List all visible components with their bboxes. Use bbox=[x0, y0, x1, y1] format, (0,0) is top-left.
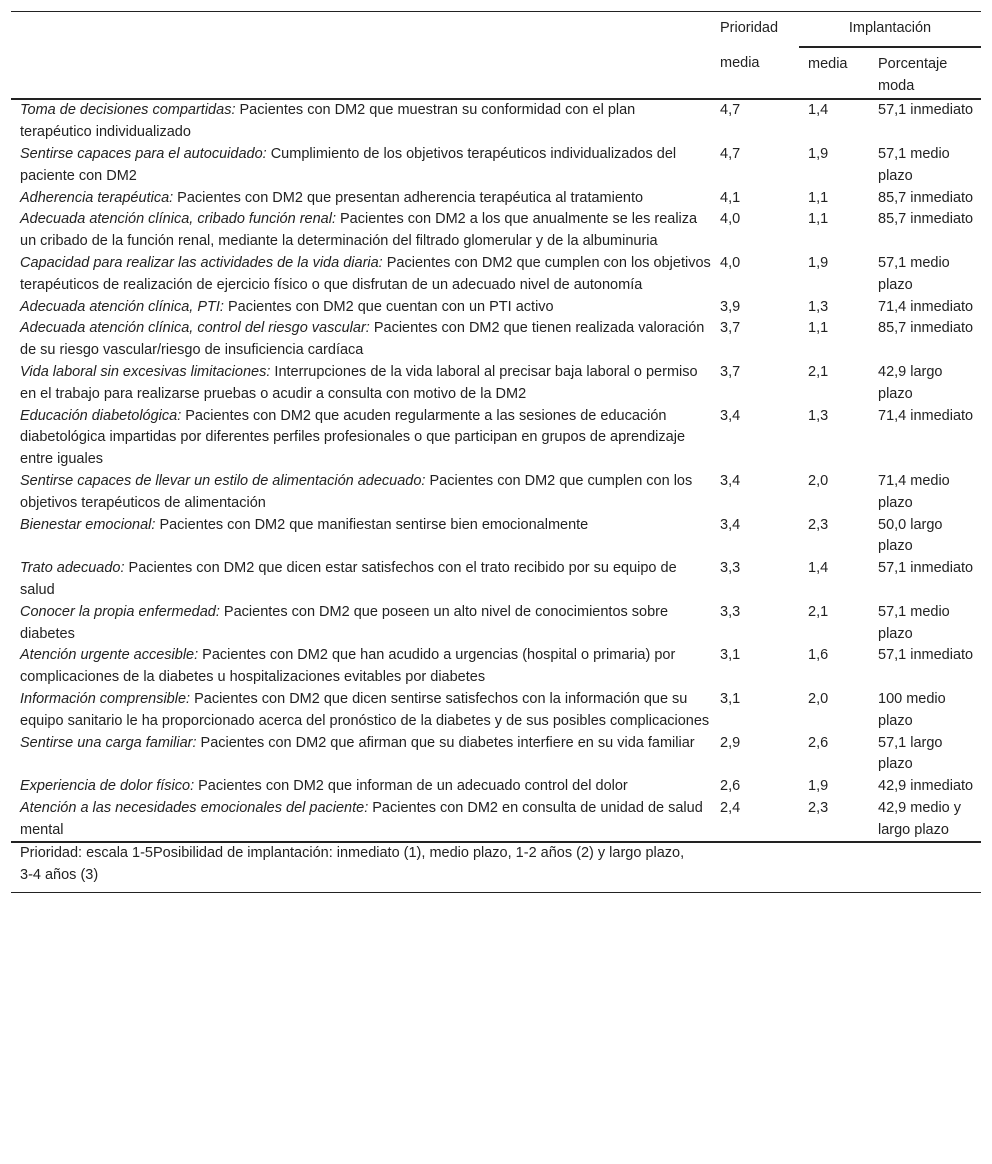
header-implantacion-media: media bbox=[808, 55, 848, 72]
porcentaje-moda-cell: 42,9 inmediato bbox=[878, 778, 974, 795]
indicator-cell bbox=[11, 689, 711, 733]
table-row bbox=[11, 689, 981, 733]
implantacion-media-cell: 2,3 bbox=[808, 516, 829, 533]
porcentaje-moda-cell: 85,7 inmediato bbox=[878, 320, 974, 337]
porcentaje-moda-cell: 50,0 largo plazo bbox=[878, 516, 943, 555]
prioridad-media-cell: 4,0 bbox=[720, 254, 741, 271]
indicator-cell bbox=[11, 188, 711, 210]
indicator-term: Experiencia de dolor físico: bbox=[20, 778, 195, 795]
indicator-term: Vida laboral sin excesivas limitaciones: bbox=[20, 363, 271, 380]
prioridad-media-cell: 3,4 bbox=[720, 472, 741, 489]
footnote-text: Prioridad: escala 1-5Posibilidad de implantación: inmediato (1), medio plazo, 1-2 años (2) y largo plazo, 3-4 años (3) bbox=[20, 845, 685, 884]
indicator-term: Adecuada atención clínica, control del riesgo vascular: bbox=[20, 320, 370, 337]
implantacion-media-cell: 2,0 bbox=[808, 472, 829, 489]
implantacion-media-cell: 2,1 bbox=[808, 363, 829, 380]
porcentaje-moda-cell: 57,1 inmediato bbox=[878, 647, 974, 664]
table-row bbox=[11, 144, 981, 188]
table-row bbox=[11, 798, 981, 843]
header-porcentaje-moda: Porcentaje moda bbox=[878, 55, 948, 94]
indicator-description: Pacientes con DM2 que cuentan con un PTI activo bbox=[223, 298, 554, 315]
indicator-cell bbox=[11, 645, 711, 689]
table-row bbox=[11, 253, 981, 297]
table-row bbox=[11, 776, 981, 798]
indicators-table bbox=[11, 11, 981, 893]
porcentaje-moda-cell: 71,4 inmediato bbox=[878, 407, 974, 424]
indicator-term: Adecuada atención clínica, cribado función renal: bbox=[20, 211, 336, 228]
prioridad-media-cell: 3,1 bbox=[720, 647, 741, 664]
indicator-description: Pacientes con DM2 que acuden regularmente a las sesiones de educación diabetológica impartidas por diferentes perfiles profesionales o que participan en grupos de aprendizaje entre iguales bbox=[20, 407, 686, 468]
implantacion-media-cell: 1,1 bbox=[808, 189, 829, 206]
prioridad-media-cell: 2,9 bbox=[720, 734, 741, 751]
indicator-description: Pacientes con DM2 que afirman que su diabetes interfiere en su vida familiar bbox=[196, 734, 695, 751]
indicator-description: Pacientes con DM2 que informan de un adecuado control del dolor bbox=[194, 778, 628, 795]
table-row bbox=[11, 602, 981, 646]
header-implantacion: Implantación bbox=[799, 12, 981, 47]
indicators-table-container bbox=[11, 11, 981, 893]
porcentaje-moda-cell: 57,1 medio plazo bbox=[878, 603, 950, 642]
prioridad-media-cell: 3,1 bbox=[720, 690, 741, 707]
prioridad-media-cell: 4,7 bbox=[720, 145, 741, 162]
indicator-term: Capacidad para realizar las actividades de la vida diaria: bbox=[20, 254, 383, 271]
indicator-term: Sentirse capaces para el autocuidado: bbox=[20, 145, 267, 162]
indicator-term: Conocer la propia enfermedad: bbox=[20, 603, 220, 620]
implantacion-media-cell: 1,9 bbox=[808, 778, 829, 795]
indicator-description: Pacientes con DM2 que dicen sentirse satisfechos con la información que su equipo sanitario le ha proporcionado acerca del pronóstico de la diabetes y de sus posibles complicaciones bbox=[20, 690, 710, 729]
implantacion-media-cell: 1,9 bbox=[808, 145, 829, 162]
indicator-description: Pacientes con DM2 que presentan adherencia terapéutica al tratamiento bbox=[173, 189, 644, 206]
indicator-description: Cumplimiento de los objetivos terapéuticos individualizados del paciente con DM2 bbox=[20, 145, 677, 184]
indicator-description: Pacientes con DM2 que han acudido a urgencias (hospital o primaria) por complicaciones de la diabetes u hospitalizaciones evitables por diabetes bbox=[20, 647, 676, 686]
porcentaje-moda-cell: 57,1 medio plazo bbox=[878, 145, 950, 184]
prioridad-media-cell: 3,4 bbox=[720, 407, 741, 424]
prioridad-media-cell: 2,4 bbox=[720, 799, 741, 816]
implantacion-media-cell: 1,4 bbox=[808, 560, 829, 577]
porcentaje-moda-cell: 57,1 medio plazo bbox=[878, 254, 950, 293]
indicator-cell bbox=[11, 253, 711, 297]
porcentaje-moda-cell: 57,1 inmediato bbox=[878, 560, 974, 577]
indicator-cell bbox=[11, 209, 711, 253]
prioridad-media-cell: 3,3 bbox=[720, 603, 741, 620]
indicator-cell bbox=[11, 776, 711, 798]
porcentaje-moda-cell: 85,7 inmediato bbox=[878, 211, 974, 228]
porcentaje-moda-cell: 100 medio plazo bbox=[878, 690, 946, 729]
porcentaje-moda-cell: 57,1 largo plazo bbox=[878, 734, 943, 773]
implantacion-media-cell: 2,3 bbox=[808, 799, 829, 816]
indicator-description: Pacientes con DM2 que dicen estar satisfechos con el trato recibido por su equipo de salud bbox=[20, 560, 677, 598]
indicator-term: Sentirse capaces de llevar un estilo de alimentación adecuado: bbox=[20, 472, 426, 489]
indicator-cell bbox=[11, 798, 711, 843]
indicator-term: Toma de decisiones compartidas: bbox=[20, 102, 236, 119]
table-row bbox=[11, 318, 981, 362]
indicator-cell bbox=[11, 406, 711, 471]
prioridad-media-cell: 3,3 bbox=[720, 560, 741, 577]
implantacion-media-cell: 2,6 bbox=[808, 734, 829, 751]
table-row bbox=[11, 471, 981, 515]
indicator-term: Sentirse una carga familiar: bbox=[20, 734, 197, 751]
prioridad-media-cell: 4,7 bbox=[720, 102, 741, 119]
indicator-term: Trato adecuado: bbox=[20, 560, 125, 577]
indicator-cell bbox=[11, 558, 711, 602]
table-header bbox=[11, 12, 981, 100]
porcentaje-moda-cell: 71,4 medio plazo bbox=[878, 472, 950, 511]
header-blank bbox=[11, 12, 711, 47]
indicator-description: Pacientes con DM2 que cumplen con los objetivos terapéuticos de realización de ejercicio físico o que disfrutan de un adecuado nivel de autonomía bbox=[20, 254, 711, 293]
table-row bbox=[11, 188, 981, 210]
prioridad-media-cell: 3,4 bbox=[720, 516, 741, 533]
header-prioridad-media: media bbox=[720, 54, 760, 71]
indicator-cell bbox=[11, 362, 711, 406]
prioridad-media-cell: 3,9 bbox=[720, 298, 741, 315]
indicator-cell bbox=[11, 733, 711, 777]
indicator-term: Bienestar emocional: bbox=[20, 516, 156, 533]
indicator-cell bbox=[11, 144, 711, 188]
indicator-term: Adherencia terapéutica: bbox=[20, 189, 174, 206]
porcentaje-moda-cell: 85,7 inmediato bbox=[878, 189, 974, 206]
indicator-cell bbox=[11, 471, 711, 515]
table-body bbox=[11, 99, 981, 842]
implantacion-media-cell: 2,0 bbox=[808, 690, 829, 707]
porcentaje-moda-cell: 57,1 inmediato bbox=[878, 102, 974, 119]
table-row bbox=[11, 209, 981, 253]
indicator-cell bbox=[11, 297, 711, 319]
header-blank-2 bbox=[11, 47, 711, 100]
implantacion-media-cell: 1,3 bbox=[808, 298, 829, 315]
indicator-description: Interrupciones de la vida laboral al precisar baja laboral o permiso en el trabajo para realizarse pruebas o acudir a consulta con motivo de la DM2 bbox=[20, 363, 698, 402]
prioridad-media-cell: 2,6 bbox=[720, 778, 741, 795]
implantacion-media-cell: 1,3 bbox=[808, 407, 829, 424]
indicator-cell bbox=[11, 515, 711, 559]
indicator-description: Pacientes con DM2 que poseen un alto nivel de conocimientos sobre diabetes bbox=[20, 603, 669, 642]
indicator-description: Pacientes con DM2 que muestran su conformidad con el plan terapéutico individualizado bbox=[20, 102, 636, 141]
prioridad-media-cell: 3,7 bbox=[720, 320, 741, 337]
table-row bbox=[11, 297, 981, 319]
implantacion-media-cell: 2,1 bbox=[808, 603, 829, 620]
prioridad-media-cell: 4,1 bbox=[720, 189, 741, 206]
indicator-term: Atención urgente accesible: bbox=[20, 647, 199, 664]
indicator-cell bbox=[11, 318, 711, 362]
porcentaje-moda-cell: 71,4 inmediato bbox=[878, 298, 974, 315]
implantacion-media-cell: 1,6 bbox=[808, 647, 829, 664]
indicator-description: Pacientes con DM2 que cumplen con los objetivos terapéuticos de alimentación bbox=[20, 472, 693, 511]
implantacion-media-cell: 1,9 bbox=[808, 254, 829, 271]
indicator-term: Adecuada atención clínica, PTI: bbox=[20, 298, 224, 315]
table-row bbox=[11, 515, 981, 559]
indicator-description: Pacientes con DM2 en consulta de unidad de salud mental bbox=[20, 799, 703, 838]
table-row bbox=[11, 406, 981, 471]
porcentaje-moda-cell: 42,9 largo plazo bbox=[878, 363, 943, 402]
table-row bbox=[11, 558, 981, 602]
table-row bbox=[11, 99, 981, 144]
prioridad-media-cell: 4,0 bbox=[720, 211, 741, 228]
indicator-term: Educación diabetológica: bbox=[20, 407, 182, 424]
table-footnote bbox=[11, 842, 981, 892]
implantacion-media-cell: 1,1 bbox=[808, 320, 829, 337]
indicator-description: Pacientes con DM2 que tienen realizada valoración de su riesgo vascular/riesgo de insuficiencia cardíaca bbox=[20, 320, 705, 359]
table-row bbox=[11, 645, 981, 689]
table-row bbox=[11, 362, 981, 406]
indicator-cell bbox=[11, 99, 711, 144]
porcentaje-moda-cell: 42,9 medio y largo plazo bbox=[878, 799, 962, 838]
indicator-description: Pacientes con DM2 a los que anualmente se les realiza un cribado de la función renal, mediante la determinación del filtrado glomerular y de la albuminuria bbox=[20, 211, 698, 250]
indicator-description: Pacientes con DM2 que manifiestan sentirse bien emocionalmente bbox=[155, 516, 589, 533]
indicator-term: Información comprensible: bbox=[20, 690, 191, 707]
implantacion-media-cell: 1,1 bbox=[808, 211, 829, 228]
table-row bbox=[11, 733, 981, 777]
header-prioridad: Prioridad bbox=[720, 20, 779, 36]
prioridad-media-cell: 3,7 bbox=[720, 363, 741, 380]
implantacion-media-cell: 1,4 bbox=[808, 102, 829, 119]
indicator-cell bbox=[11, 602, 711, 646]
indicator-term: Atención a las necesidades emocionales del paciente: bbox=[20, 799, 369, 816]
